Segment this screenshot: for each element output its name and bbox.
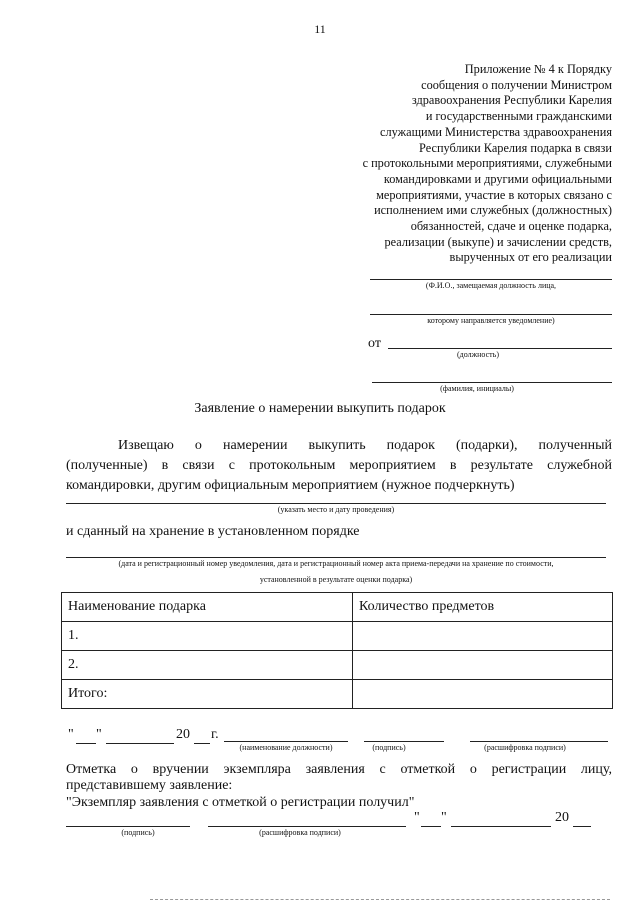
receipt-note <box>66 762 612 794</box>
handed-text: и сданный на хранение в установленном порядке <box>66 524 360 539</box>
annex-line: и государственными гражданскими <box>425 109 612 124</box>
table-row <box>62 651 613 680</box>
year-line <box>194 743 210 744</box>
position-sign-line <box>224 741 348 742</box>
position-line <box>388 348 612 349</box>
receipt-year-prefix: 20 <box>555 810 569 825</box>
receipt-quote: "Экземпляр заявления с отметкой о регистрации получил" <box>66 795 415 810</box>
addressee-caption-2: которому направляется уведомление) <box>427 316 555 325</box>
page-bottom-rule <box>150 899 610 900</box>
receipt-decode-caption: (расшифровка подписи) <box>259 828 341 837</box>
date-quote-close: " <box>96 727 102 742</box>
receipt-date-quote-open: " <box>414 810 420 825</box>
decode-caption: (расшифровка подписи) <box>484 743 566 752</box>
annex-line: здравоохранения Республики Карелия <box>411 93 612 108</box>
receipt-year-line <box>573 826 591 827</box>
gifts-table <box>61 592 613 709</box>
annex-line: Приложение № 4 к Порядку <box>464 62 612 76</box>
statement-line: Извещаю о намерении выкупить подарок (подарки), полученный <box>118 438 612 453</box>
position-sign-caption: (наименование должности) <box>239 743 333 752</box>
surname-line <box>372 382 612 383</box>
annex-heading <box>282 62 612 266</box>
receipt-sign-line <box>66 826 190 827</box>
table-header-cell: Количество предметов <box>353 593 613 622</box>
date-month-line <box>106 743 174 744</box>
page-number: 11 <box>314 22 326 36</box>
place-date-line <box>66 503 606 504</box>
statement-line: командировки, другим официальным мероприятием (нужное подчеркнуть) <box>66 478 515 493</box>
place-date-caption: (указать место и дату проведения) <box>277 505 395 514</box>
addressee-line-1 <box>370 279 612 280</box>
table-header-cell: Наименование подарка <box>62 593 353 622</box>
table-cell: 1. <box>62 622 353 651</box>
registration-line <box>66 557 606 558</box>
table-cell <box>353 622 613 651</box>
annex-line: сообщения о получении Министром <box>421 77 612 92</box>
table-cell <box>353 680 613 709</box>
annex-line: обязанностей, сдаче и оценке подарка, <box>410 219 612 234</box>
annex-line: Республики Карелия подарка в связи <box>419 140 612 155</box>
receipt-date-quote-close: " <box>441 810 447 825</box>
year-suffix: г. <box>211 727 219 742</box>
annex-line: исполнением ими служебных (должностных) <box>374 203 612 218</box>
table-row <box>62 680 613 709</box>
sign-caption: (подпись) <box>372 743 406 752</box>
annex-line: служащими Министерства здравоохранения <box>380 124 612 139</box>
table-cell: Итого: <box>62 680 353 709</box>
table-header-row <box>62 593 613 622</box>
position-caption: (должность) <box>457 350 499 359</box>
addressee-caption-1: (Ф.И.О., замещаемая должность лица, <box>425 281 557 290</box>
decode-line <box>470 741 608 742</box>
from-label: от <box>368 336 381 351</box>
receipt-line: Отметка о вручении экземпляра заявления с отметкой о регистрации лицу, <box>66 762 612 777</box>
statement-paragraph <box>66 436 612 496</box>
receipt-month-line <box>451 826 551 827</box>
table-row <box>62 622 613 651</box>
document-title: Заявление о намерении выкупить подарок <box>194 401 446 416</box>
annex-line: реализации (выкупе) и зачислении средств, <box>384 234 612 249</box>
sign-line <box>364 741 444 742</box>
annex-line: мероприятиями, участие в которых связано с <box>376 187 612 202</box>
statement-line: (полученные) в связи с протокольным мероприятием в результате служебной <box>66 458 612 473</box>
date-quote-open: " <box>68 727 74 742</box>
table-cell <box>353 651 613 680</box>
registration-caption-2: установленной в результате оценки подарка) <box>259 575 413 584</box>
date-day-line <box>76 743 96 744</box>
surname-caption: (фамилия, инициалы) <box>440 384 514 393</box>
year-prefix: 20 <box>176 727 190 742</box>
receipt-line: представившему заявление: <box>66 778 233 793</box>
annex-line: с протокольными мероприятиями, служебными <box>362 156 612 171</box>
receipt-decode-line <box>208 826 406 827</box>
receipt-day-line <box>421 826 441 827</box>
table-cell: 2. <box>62 651 353 680</box>
receipt-sign-caption: (подпись) <box>121 828 155 837</box>
registration-caption-1: (дата и регистрационный номер уведомления, дата и регистрационный номер акта приема-передачи на хранение по стоимости, <box>118 559 554 568</box>
annex-line: командировками и другими официальными <box>383 171 612 186</box>
annex-line: вырученных от его реализации <box>449 250 612 265</box>
addressee-line-2 <box>370 314 612 315</box>
